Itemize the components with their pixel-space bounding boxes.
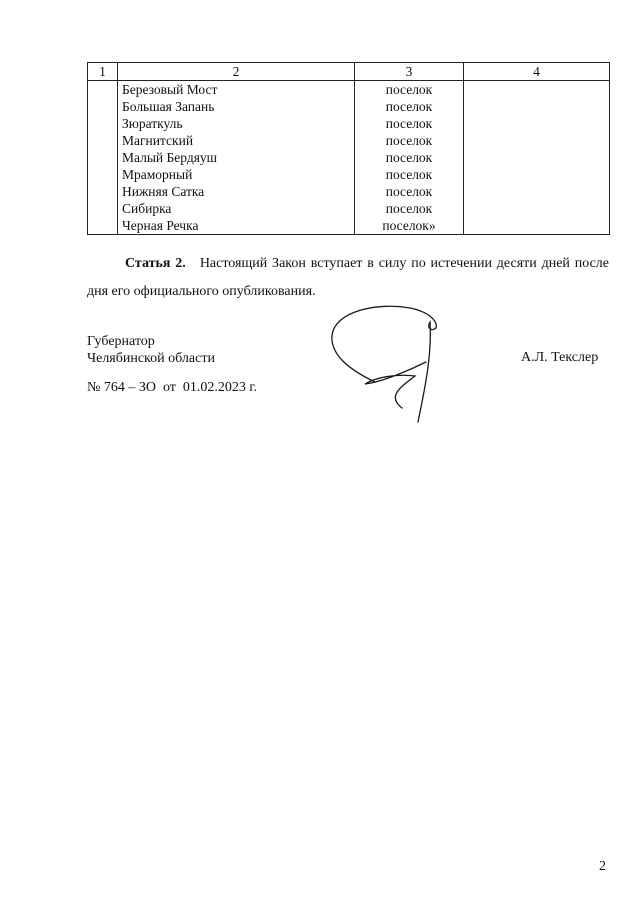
settlement-type: поселок — [385, 82, 433, 97]
settlement-type: поселок — [385, 133, 433, 148]
signer-name: А.Л. Текслер — [521, 350, 599, 365]
settlement-name: Малый Бердяуш — [122, 150, 218, 165]
settlement-name: Сибирка — [122, 201, 172, 216]
column-header-1: 1 — [88, 63, 118, 81]
settlement-types-cell — [355, 81, 464, 235]
handwritten-signature — [320, 300, 450, 425]
settlement-type: поселок — [385, 201, 433, 216]
settlement-name: Мраморный — [122, 167, 193, 182]
article-2 — [87, 250, 609, 306]
settlement-type: поселок — [385, 184, 433, 199]
settlement-type: поселок — [385, 116, 433, 131]
number-cell — [88, 81, 118, 235]
column-header-3: 3 — [355, 63, 464, 81]
settlement-name: Нижняя Сатка — [122, 184, 205, 199]
settlement-type: поселок — [385, 167, 433, 182]
position-line: Губернатор — [87, 334, 155, 349]
settlement-name: Большая Запань — [122, 99, 215, 114]
table-row — [88, 81, 610, 235]
settlement-names-cell — [118, 81, 355, 235]
settlement-name: Березовый Мост — [122, 82, 218, 97]
column-header-2: 2 — [118, 63, 355, 81]
law-number: № 764 – ЗО от 01.02.2023 г. — [87, 380, 258, 395]
signature-loop — [365, 362, 426, 408]
settlement-name: Черная Речка — [122, 218, 199, 233]
settlements-table — [87, 62, 610, 235]
settlement-name: Магнитский — [122, 133, 194, 148]
settlement-type: поселок — [385, 99, 433, 114]
table-header-row — [88, 63, 610, 81]
settlement-name: Зюраткуль — [122, 116, 183, 131]
governor-position — [87, 333, 215, 367]
settlement-type: поселок — [385, 150, 433, 165]
page-number: 2 — [599, 859, 606, 874]
article-text: Настоящий Закон вступает в силу по истечении десяти дней после дня его официального опубликования. — [87, 256, 609, 299]
notes-cell — [464, 81, 610, 235]
column-header-4: 4 — [464, 63, 610, 81]
settlement-type: поселок» — [382, 218, 436, 233]
article-label: Статья 2. — [125, 256, 186, 271]
position-line: Челябинской области — [87, 351, 215, 366]
